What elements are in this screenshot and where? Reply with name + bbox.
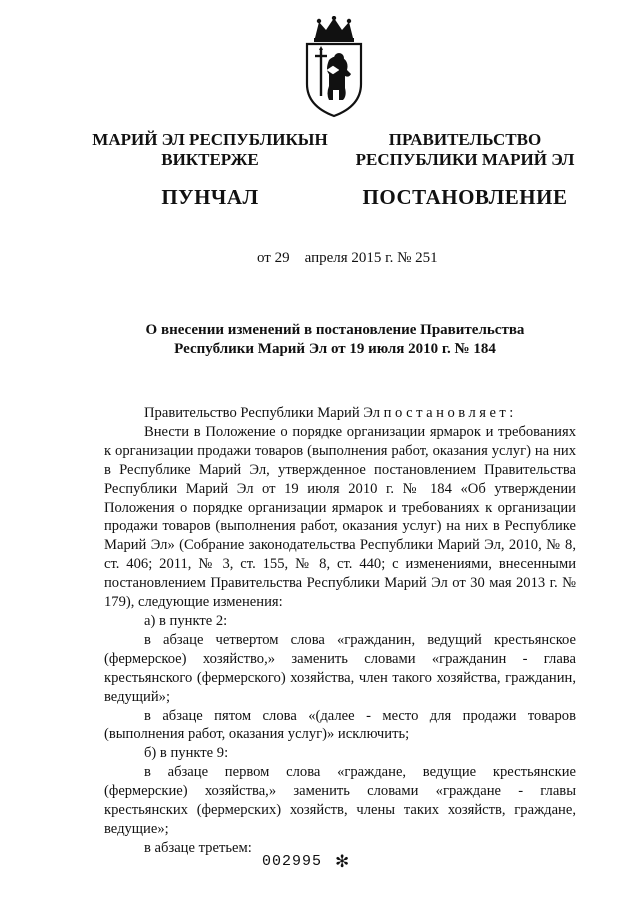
document-body	[104, 404, 576, 858]
document-title	[100, 321, 570, 359]
header-left-doc-type: ПУНЧАЛ	[161, 185, 259, 209]
serial-number: 002995	[262, 853, 323, 870]
header-right-doc-type: ПОСТАНОВЛЕНИЕ	[362, 185, 568, 209]
body-paragraph: в абзаце пятом слова «(далее - место для продажи товаров (выполнения работ, оказания услуг)» исключить;	[104, 707, 576, 743]
body-paragraph: Внести в Положение о порядке организации ярмарок и требованиях к организации продажи товаров (выполнения работ, оказания услуг) на них в Республике Марий Эл, утвержденное постановлением Правительства Республики Марий Эл от 19 июля 2010 г. № 184 «Об утверждении Положения о порядке организации ярмарок и требованиях к организации продажи товаров (выполнения работ, оказания услуг) на них в Республике Марий Эл» (Собрание законодательства Республики Марий Эл, 2010, № 8, ст. 406; 2011, № 3, ст. 155, № 8, ст. 440; с изменениями, внесенными постановлением Правительства Республики Марий Эл от 30 мая 2013 г. № 179), следующие изменения:	[104, 423, 576, 611]
date-rest: апреля 2015 г. № 251	[304, 250, 438, 266]
date-day: 29	[274, 250, 290, 266]
header-right-line1: ПРАВИТЕЛЬСТВО	[388, 130, 542, 149]
body-paragraph: в абзаце четвертом слова «гражданин, ведущий крестьянское (фермерское) хозяйство,» заменить словами «гражданин - глава крестьянского (фермерского) хозяйства, член такого хозяйства, гражданин, ведущий»;	[104, 631, 576, 705]
date-line	[257, 250, 438, 267]
header-right-line2: РЕСПУБЛИКИ МАРИЙ ЭЛ	[355, 150, 575, 169]
header-left-line1: МАРИЙ ЭЛ РЕСПУБЛИКЫН	[92, 130, 328, 149]
body-paragraph: а) в пункте 2:	[144, 612, 228, 629]
header-right-block	[345, 130, 585, 207]
coat-of-arms-emblem	[299, 16, 369, 118]
body-paragraph: в абзаце третьем:	[144, 839, 252, 856]
intro-spaced: постановляет:	[383, 405, 517, 421]
intro-start: Правительство Республики Марий Эл	[144, 405, 381, 421]
body-paragraph: б) в пункте 9:	[144, 745, 229, 762]
header-left-line2: ВИКТЕРЖЕ	[161, 150, 259, 169]
intro-paragraph	[104, 404, 576, 423]
body-paragraph: в абзаце первом слова «граждане, ведущие крестьянские (фермерские) хозяйства,» заменить словами «граждане - главы крестьянских (фермерских) хозяйств, члены таких хозяйств, граждане, ведущие»;	[104, 764, 576, 837]
title-line2: Республики Марий Эл от 19 июля 2010 г. № 184	[174, 341, 496, 357]
header-left-block	[90, 130, 330, 207]
snowflake-mark-icon: ✻	[335, 852, 350, 871]
date-prefix: от	[257, 250, 271, 266]
title-line1: О внесении изменений в постановление Правительства	[145, 322, 525, 338]
